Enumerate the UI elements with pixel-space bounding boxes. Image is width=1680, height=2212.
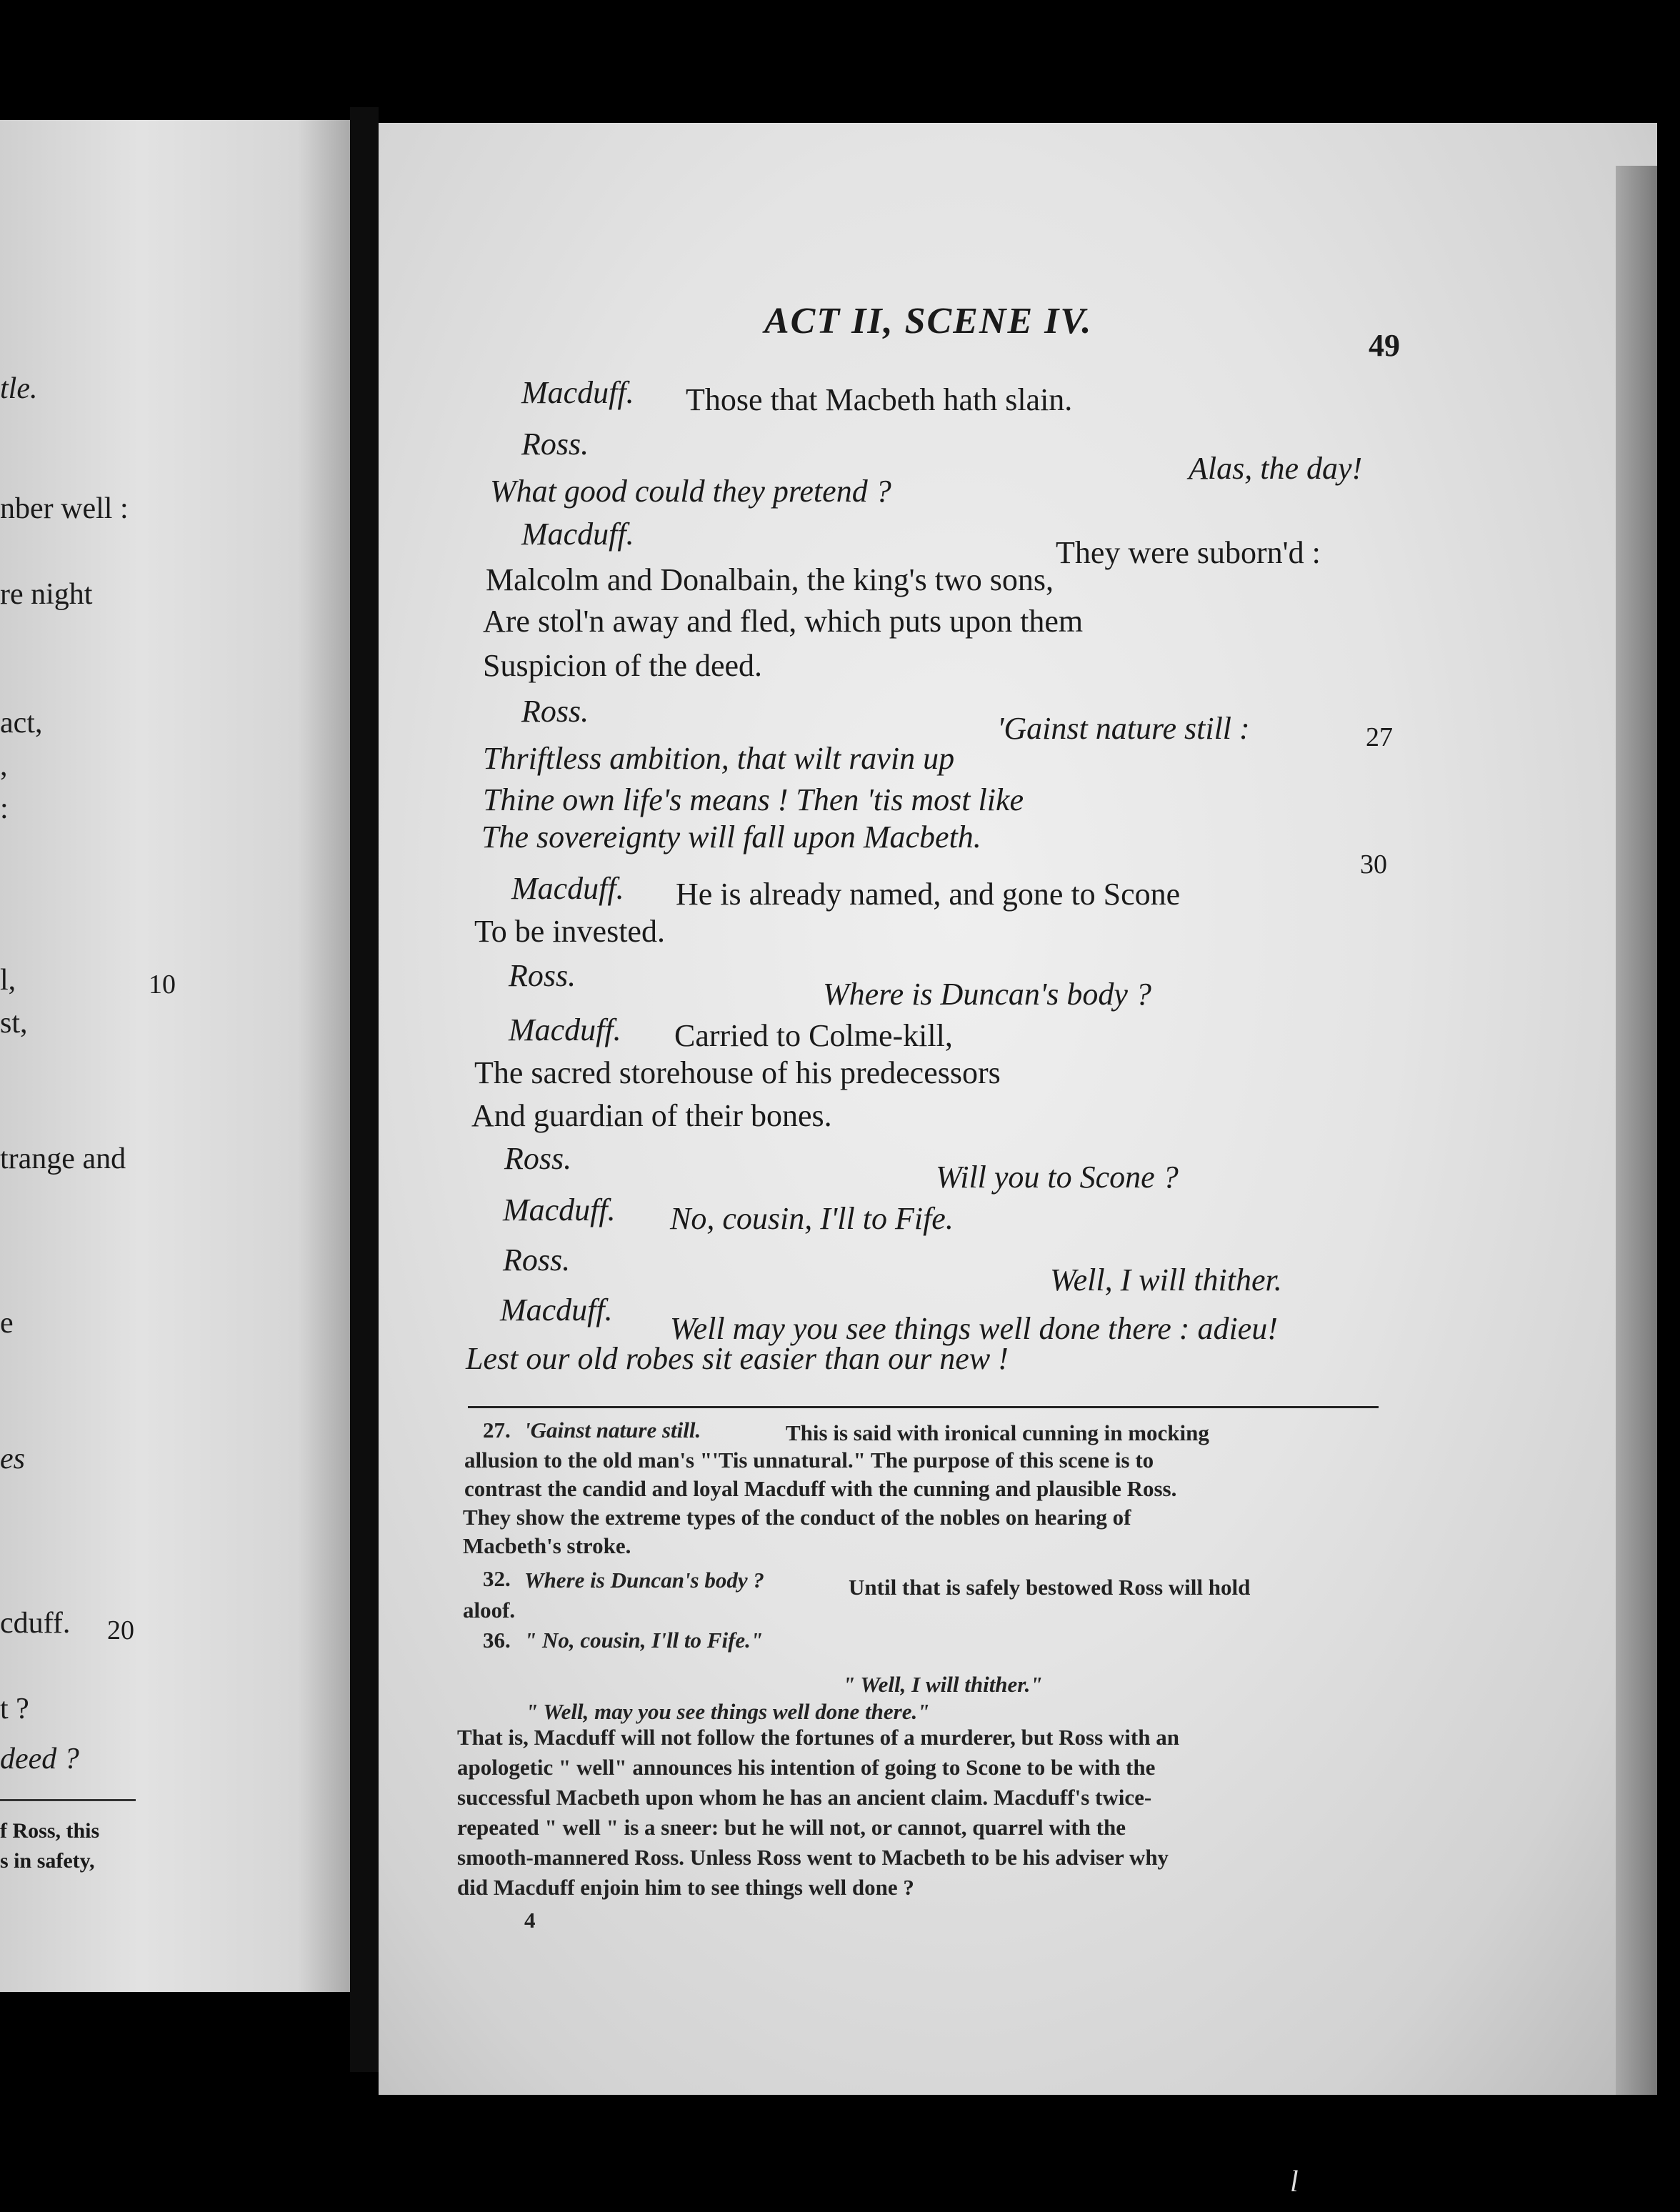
speaker-name: Macduff.: [509, 1012, 621, 1047]
left-fragment: deed ?: [0, 1743, 79, 1775]
scan-mark: l: [1290, 2166, 1299, 2198]
left-fragment: ,: [0, 749, 8, 782]
speaker-name: Ross.: [503, 1242, 571, 1277]
left-line-number: 10: [149, 970, 176, 1000]
speaker-name: Macduff.: [521, 517, 634, 552]
verse-line: Where is Duncan's body ?: [823, 977, 1151, 1012]
footnote-line: aloof.: [463, 1598, 516, 1623]
verse-line: Well, I will thither.: [1050, 1262, 1282, 1297]
verse-line: He is already named, and gone to Scone: [676, 877, 1181, 912]
footnote-line: smooth-mannered Ross. Unless Ross went to Macbeth to be his adviser why: [457, 1845, 1169, 1870]
running-header: ACT II, SCENE IV.: [764, 301, 1093, 342]
footnote-line: successful Macbeth upon whom he has an ancient claim. Macduff's twice-: [457, 1785, 1152, 1810]
speaker-name: Ross.: [521, 427, 589, 462]
verse-line: To be invested.: [474, 914, 665, 949]
verse-line: Lest our old robes sit easier than our new !: [466, 1341, 1009, 1376]
speaker-name: Macduff.: [503, 1192, 616, 1227]
footnote-line: This is said with ironical cunning in mocking: [786, 1420, 1209, 1445]
verse-line: Malcolm and Donalbain, the king's two sons,: [486, 562, 1054, 597]
page-edge-shadow: [1616, 166, 1657, 2095]
footnote-line: Macbeth's stroke.: [463, 1533, 631, 1558]
signature-mark: 4: [524, 1908, 536, 1933]
left-fragment: t ?: [0, 1693, 29, 1725]
speaker-name: Macduff.: [521, 375, 634, 410]
speaker-name: Macduff.: [511, 871, 624, 906]
verse-line: Will you to Scone ?: [936, 1160, 1179, 1195]
left-fragment: e: [0, 1307, 14, 1340]
speaker-name: Ross.: [504, 1141, 572, 1176]
footnote-line: Until that is safely bestowed Ross will hold: [849, 1575, 1251, 1600]
footnote-line: They show the extreme types of the conduct of the nobles on hearing of: [463, 1505, 1131, 1530]
footnote-line: repeated " well " is a sneer: but he will not, or cannot, quarrel with the: [457, 1815, 1126, 1840]
left-fragment: re night: [0, 578, 93, 611]
verse-line: The sacred storehouse of his predecessors: [474, 1055, 1001, 1090]
left-fragment: l,: [0, 964, 16, 997]
left-footnote-rule: [0, 1799, 136, 1801]
footnote-rule: [468, 1406, 1379, 1408]
verse-line: What good could they pretend ?: [490, 474, 891, 509]
speaker-name: Macduff.: [500, 1292, 613, 1327]
footnote-line: did Macduff enjoin him to see things well done ?: [457, 1875, 914, 1900]
left-footnote-fragment: f Ross, this: [0, 1819, 100, 1843]
left-fragment: es: [0, 1443, 25, 1475]
footnote-label: 32.: [483, 1566, 511, 1591]
left-fragment: :: [0, 792, 9, 825]
page-number: 49: [1369, 328, 1400, 363]
left-line-number: 20: [107, 1615, 134, 1645]
footnote-quote: " Well, may you see things well done there.": [526, 1699, 930, 1724]
left-fragment: trange and: [0, 1142, 126, 1175]
footnote-label: 27.: [483, 1418, 511, 1443]
verse-line: Thriftless ambition, that wilt ravin up: [483, 741, 955, 776]
book-gutter: [350, 107, 379, 2072]
previous-page-fragment: [0, 120, 350, 1992]
footnote-line: That is, Macduff will not follow the fortunes of a murderer, but Ross with an: [457, 1725, 1179, 1750]
left-fragment: cduff.: [0, 1607, 71, 1640]
footnote-quote: " Well, I will thither.": [843, 1672, 1043, 1697]
speaker-name: Ross.: [509, 958, 576, 993]
verse-line: The sovereignty will fall upon Macbeth.: [481, 819, 981, 855]
footnote-phrase: Where is Duncan's body ?: [524, 1568, 764, 1593]
speaker-name: Ross.: [521, 694, 589, 729]
verse-line: Carried to Colme-kill,: [674, 1018, 953, 1053]
footnote-label: 36.: [483, 1628, 511, 1653]
footnote-quote: " No, cousin, I'll to Fife.": [524, 1628, 764, 1653]
footnote-line: contrast the candid and loyal Macduff with the cunning and plausible Ross.: [464, 1476, 1177, 1501]
verse-line: Well may you see things well done there : adieu!: [670, 1311, 1278, 1346]
verse-line: Alas, the day!: [1189, 451, 1363, 486]
verse-line: Are stol'n away and fled, which puts upon them: [483, 604, 1084, 639]
line-number: 27: [1366, 722, 1393, 752]
footnote-phrase: 'Gainst nature still.: [524, 1418, 701, 1443]
left-fragment: tle.: [0, 372, 38, 405]
left-fragment: st,: [0, 1007, 28, 1040]
verse-line: Thine own life's means ! Then 'tis most like: [483, 782, 1024, 817]
verse-line: Suspicion of the deed.: [483, 648, 763, 683]
line-number: 30: [1360, 850, 1387, 880]
left-footnote-fragment: s in safety,: [0, 1849, 95, 1873]
footnote-line: apologetic " well" announces his intention of going to Scone to be with the: [457, 1755, 1156, 1780]
verse-line: Those that Macbeth hath slain.: [686, 382, 1073, 417]
verse-line: No, cousin, I'll to Fife.: [670, 1201, 954, 1236]
verse-line: They were suborn'd :: [1056, 535, 1321, 570]
verse-line: And guardian of their bones.: [471, 1098, 832, 1133]
left-fragment: nber well :: [0, 492, 129, 525]
verse-line: 'Gainst nature still :: [997, 711, 1250, 746]
footnote-line: allusion to the old man's "'Tis unnatural." The purpose of this scene is to: [464, 1448, 1154, 1473]
left-fragment: act,: [0, 707, 43, 739]
